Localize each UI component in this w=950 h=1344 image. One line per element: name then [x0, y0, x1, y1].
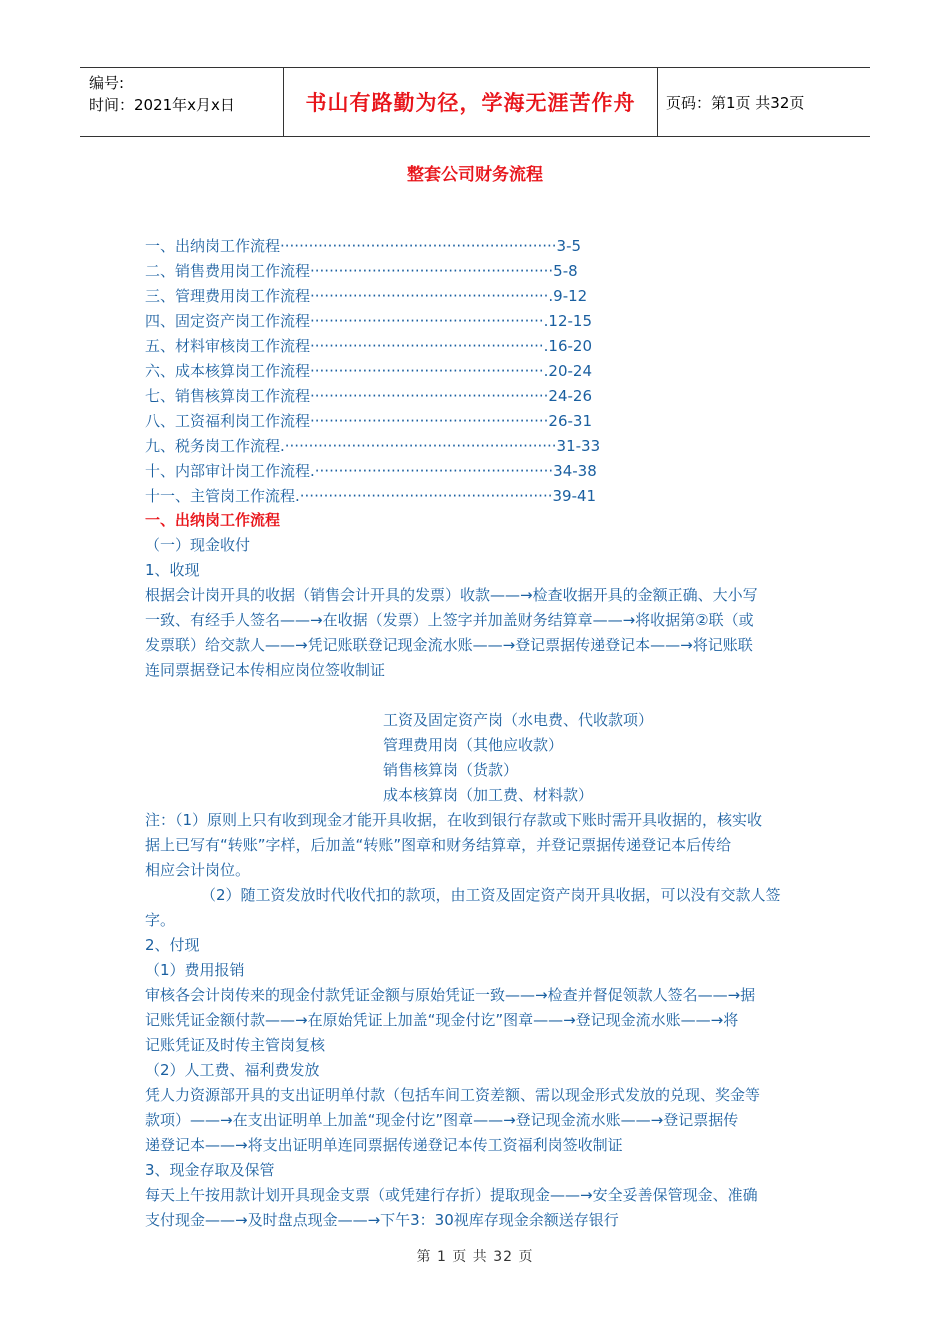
post-item: 工资及固定资产岗（水电费、代收款项） — [383, 711, 654, 729]
date-label: 时间：2021年x月x日 — [89, 96, 235, 114]
document-title: 整套公司财务流程 — [407, 165, 543, 185]
subsection-heading: （2）人工费、福利费发放 — [145, 1061, 320, 1079]
post-item: 成本核算岗（加工费、材料款） — [383, 786, 594, 804]
paragraph-line: 支付现金——→及时盘点现金——→下午3：30视库存现金余额送存银行 — [145, 1211, 619, 1229]
paragraph-line: 凭人力资源部开具的支出证明单付款（包括车间工资差额、需以现金形式发放的兑现、奖金等 — [145, 1086, 761, 1104]
note-line: 据上已写有“转账”字样，后加盖“转账”图章和财务结算章，并登记票据传递登记本后传给 — [145, 836, 732, 854]
paragraph-line: 发票联）给交款人——→凭记账联登记现金流水账——→登记票据传递登记本——→将记账联 — [145, 636, 753, 654]
subsection-heading: （1）费用报销 — [145, 961, 245, 979]
page-header — [80, 67, 870, 137]
post-item: 销售核算岗（货款） — [383, 761, 519, 779]
paragraph-line: 连同票据登记本传相应岗位签收制证 — [145, 661, 386, 679]
table-of-contents — [145, 235, 745, 510]
code-label: 编号: — [89, 74, 125, 92]
item-heading: 3、现金存取及保管 — [145, 1161, 275, 1179]
note-line: （2）随工资发放时代收代扣的款项，由工资及固定资产岗开具收据，可以没有交款人签 — [201, 886, 781, 904]
toc-item: 二、销售费用岗工作流程···················································5-8 — [145, 262, 578, 280]
paragraph-line: 每天上午按用款计划开具现金支票（或凭建行存折）提取现金——→安全妥善保管现金、准确 — [145, 1186, 758, 1204]
header-meta — [80, 68, 283, 136]
toc-item: 八、工资福利岗工作流程··················································26-31 — [145, 412, 592, 430]
note-line: 字。 — [145, 911, 176, 929]
paragraph-line: 记账凭证金额付款——→在原始凭证上加盖“现金付讫”图章——→登记现金流水账——→将 — [145, 1011, 739, 1029]
toc-item: 六、成本核算岗工作流程·················································.20-24 — [145, 362, 592, 380]
section-heading: 一、出纳岗工作流程 — [145, 511, 281, 529]
post-item: 管理费用岗（其他应收款） — [383, 736, 564, 754]
paragraph-line: 根据会计岗开具的收据（销售会计开具的发票）收款——→检查收据开具的金额正确、大小写 — [145, 586, 758, 604]
item-heading: 1、收现 — [145, 561, 200, 579]
paragraph-line: 审核各会计岗传来的现金付款凭证金额与原始凭证一致——→检查并督促领款人签名——→据 — [145, 986, 756, 1004]
subsection-heading: （一）现金收付 — [145, 536, 251, 554]
toc-item: 一、出纳岗工作流程··························································3-5 — [145, 237, 582, 255]
toc-item: 十、内部审计岗工作流程.··················································34-38 — [145, 462, 597, 480]
toc-item: 五、材料审核岗工作流程·················································.16-20 — [145, 337, 592, 355]
toc-item: 十一、主管岗工作流程.·····················································39-41 — [145, 487, 597, 505]
toc-item: 七、销售核算岗工作流程··················································24-26 — [145, 387, 592, 405]
paragraph-line: 记账凭证及时传主管岗复核 — [145, 1036, 326, 1054]
note-line: 相应会计岗位。 — [145, 861, 251, 879]
toc-item: 三、管理费用岗工作流程··················································.9-12 — [145, 287, 588, 305]
paragraph-line: 一致、有经手人签名——→在收据（发票）上签字并加盖财务结算章——→将收据第②联（或 — [145, 611, 754, 629]
header-page-info: 页码：第1页 共32页 — [666, 93, 805, 112]
paragraph-line: 递登记本——→将支出证明单连同票据传递登记本传工资福利岗签收制证 — [145, 1136, 623, 1154]
section-cashier — [145, 509, 810, 1234]
blank-line — [145, 684, 810, 709]
toc-item: 九、税务岗工作流程.·························································31-33 — [145, 437, 601, 455]
header-motto: 书山有路勤为径，学海无涯苦作舟 — [283, 68, 658, 136]
toc-item: 四、固定资产岗工作流程·················································.12-15 — [145, 312, 592, 330]
note-line: 注：（1）原则上只有收到现金才能开具收据，在收到银行存款或下账时需开具收据的，核实收 — [145, 811, 763, 829]
page-footer: 第 1 页 共 32 页 — [416, 1249, 534, 1265]
paragraph-line: 款项）——→在支出证明单上加盖“现金付讫”图章——→登记现金流水账——→登记票据传 — [145, 1111, 739, 1129]
item-heading: 2、付现 — [145, 936, 200, 954]
